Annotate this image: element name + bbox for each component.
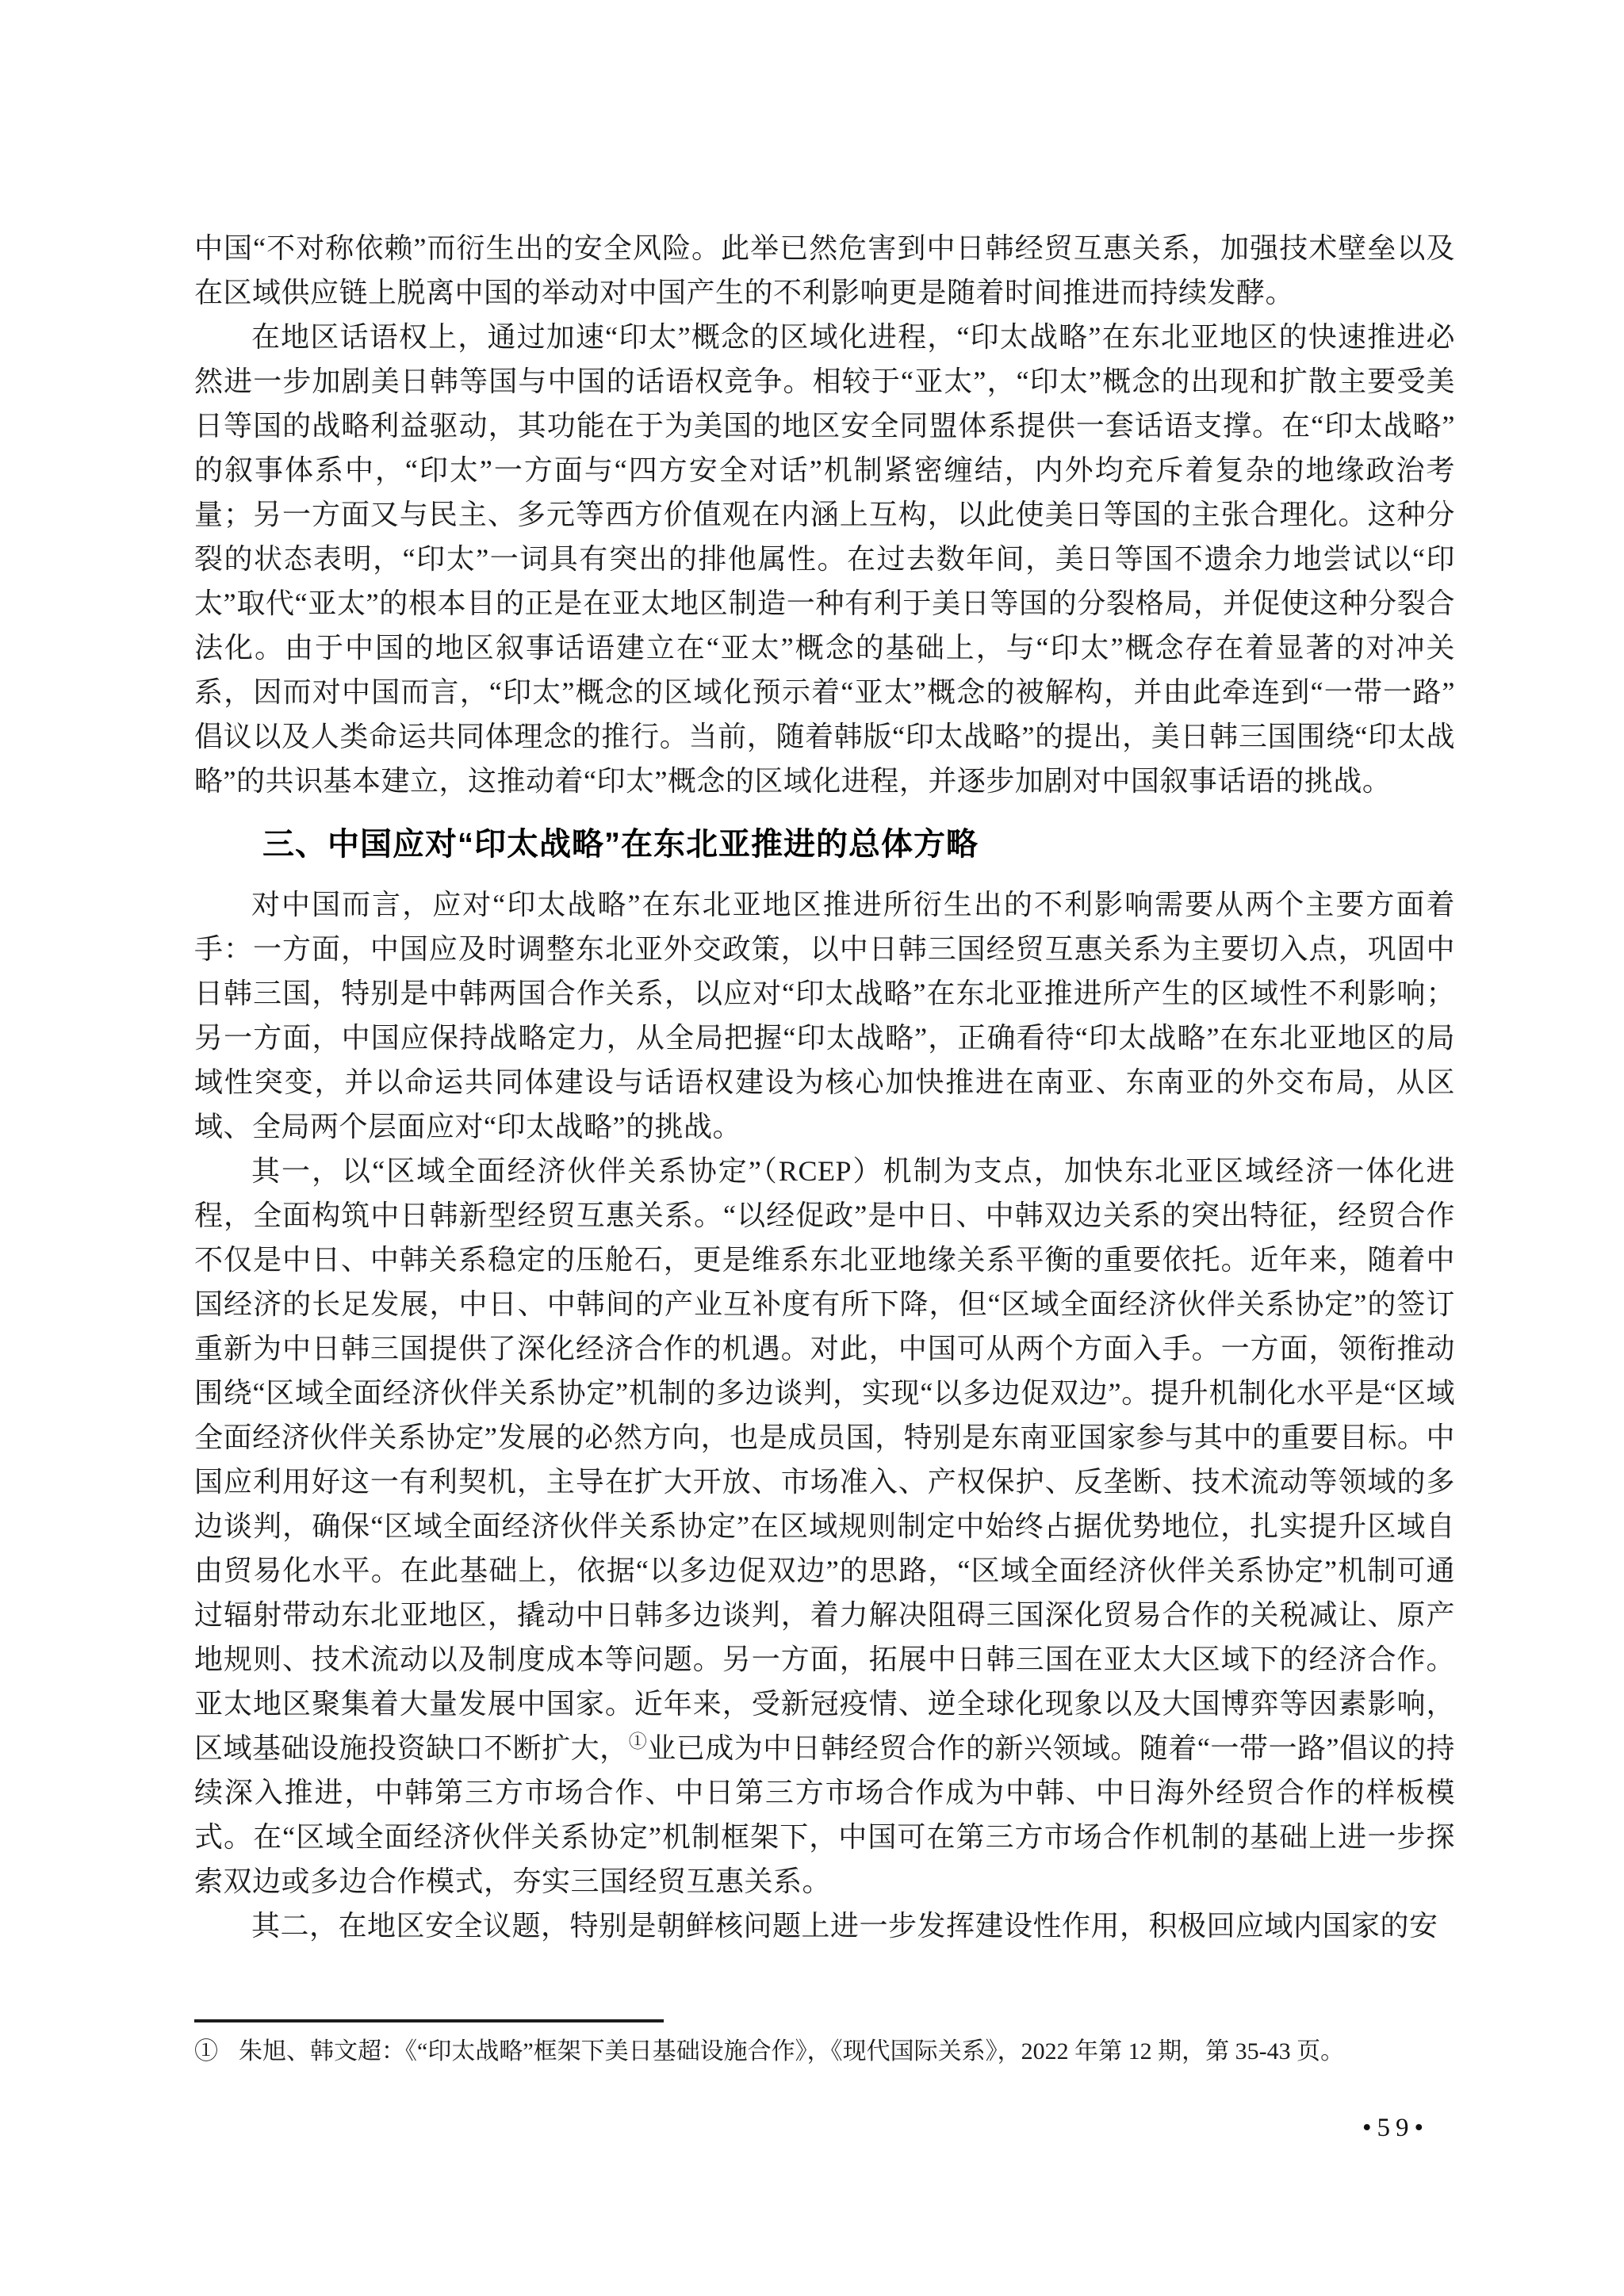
footnote-separator <box>194 2019 664 2022</box>
section-heading: 三、中国应对“印太战略”在东北亚推进的总体方略 <box>262 827 979 862</box>
paragraph-discourse-power: 在地区话语权上，通过加速“印太”概念的区域化进程，“印太战略”在东北亚地区的快速推进必然进一步加剧美日韩等国与中国的话语权竞争。相较于“亚太”，“印太”概念的出现和扩散主要受美日等国的战略利益驱动，其功能在于为美国的地区安全同盟体系提供一套话语支撑。在“印太战略”的叙事体系中，“印太”一方面与“四方安全对话”机制紧密缠结，内外均充斥着复杂的地缘政治考量；另一方面又与民主、多元等西方价值观在内涵上互构，以此使美日等国的主张合理化。这种分裂的状态表明，“印太”一词具有突出的排他属性。在过去数年间，美日等国不遗余力地尝试以“印太”取代“亚太”的根本目的正是在亚太地区制造一种有利于美日等国的分裂格局，并促使这种分裂合法化。由于中国的地区叙事话语建立在“亚太”概念的基础上，与“印太”概念存在着显著的对冲关系，因而对中国而言，“印太”概念的区域化预示着“亚太”概念的被解构，并由此牵连到“一带一路”倡议以及人类命运共同体理念的推行。当前，随着韩版“印太战略”的提出，美日韩三国围绕“印太战略”的共识基本建立，这推动着“印太”概念的区域化进程，并逐步加剧对中国叙事话语的挑战。 <box>194 321 1455 797</box>
footnote-area <box>194 2019 1455 2070</box>
footnote <box>194 2034 1455 2070</box>
first-point-text-after-ref: 业已成为中日韩经贸合作的新兴领域。随着“一带一路”倡议的持续深入推进，中韩第三方市场合作、中日第三方市场合作成为中韩、中日海外经贸合作的样板模式。在“区域全面经济伙伴关系协定”机制框架下，中国可在第三方市场合作机制的基础上进一步探索双边或多边合作模式，夯实三国经贸互惠关系。 <box>194 1732 1455 1897</box>
page-number: •59• <box>1362 2114 1430 2142</box>
footnote-marker: ① <box>194 2038 218 2064</box>
paragraph-second-point: 其二，在地区安全议题，特别是朝鲜核问题上进一步发挥建设性作用，积极回应域内国家的安 <box>251 1910 1438 1942</box>
footnote-citation: 朱旭、韩文超：《“印太战略”框架下美日基础设施合作》，《现代国际关系》，2022 年第 12 期，第 35-43 页。 <box>239 2038 1345 2064</box>
article-body <box>194 226 1455 1948</box>
paragraph-overall-strategy: 对中国而言，应对“印太战略”在东北亚地区推进所衍生出的不利影响需要从两个主要方面着手：一方面，中国应及时调整东北亚外交政策，以中日韩三国经贸互惠关系为主要切入点，巩固中日韩三国，特别是中韩两国合作关系，以应对“印太战略”在东北亚推进所产生的区域性不利影响；另一方面，中国应保持战略定力，从全局把握“印太战略”，正确看待“印太战略”在东北亚地区的局域性突变，并以命运共同体建设与话语权建设为核心加快推进在南亚、东南亚的外交布局，从区域、全局两个层面应对“印太战略”的挑战。 <box>194 889 1455 1142</box>
first-point-text-before-ref: 其一，以“区域全面经济伙伴关系协定”（RCEP）机制为支点，加快东北亚区域经济一体化进程，全面构筑中日韩新型经贸互惠关系。“以经促政”是中日、中韩双边关系的突出特征，经贸合作不仅是中日、中韩关系稳定的压舱石，更是维系东北亚地缘关系平衡的重要依托。近年来，随着中国经济的长足发展，中日、中韩间的产业互补度有所下降，但“区域全面经济伙伴关系协定”的签订重新为中日韩三国提供了深化经济合作的机遇。对此，中国可从两个方面入手。一方面，领衔推动围绕“区域全面经济伙伴关系协定”机制的多边谈判，实现“以多边促双边”。提升机制化水平是“区域全面经济伙伴关系协定”发展的必然方向，也是成员国，特别是东南亚国家参与其中的重要目标。中国应利用好这一有利契机，主导在扩大开放、市场准入、产权保护、反垄断、技术流动等领域的多边谈判，确保“区域全面经济伙伴关系协定”在区域规则制定中始终占据优势地位，扎实提升区域自由贸易化水平。在此基础上，依据“以多边促双边”的思路，“区域全面经济伙伴关系协定”机制可通过辐射带动东北亚地区，撬动中日韩多边谈判，着力解决阻碍三国深化贸易合作的关税减让、原产地规则、技术流动以及制度成本等问题。另一方面，拓展中日韩三国在亚太大区域下的经济合作。亚太地区聚集着大量发展中国家。近年来，受新冠疫情、逆全球化现象以及大国博弈等因素影响，区域基础设施投资缺口不断扩大， <box>194 1155 1455 1764</box>
footnote-reference-marker: ① <box>628 1732 648 1751</box>
paragraph-continuation: 中国“不对称依赖”而衍生出的安全风险。此举已然危害到中日韩经贸互惠关系，加强技术壁垒以及在区域供应链上脱离中国的举动对中国产生的不利影响更是随着时间推进而持续发酵。 <box>194 232 1455 308</box>
paragraph-first-point <box>194 1149 1455 1904</box>
